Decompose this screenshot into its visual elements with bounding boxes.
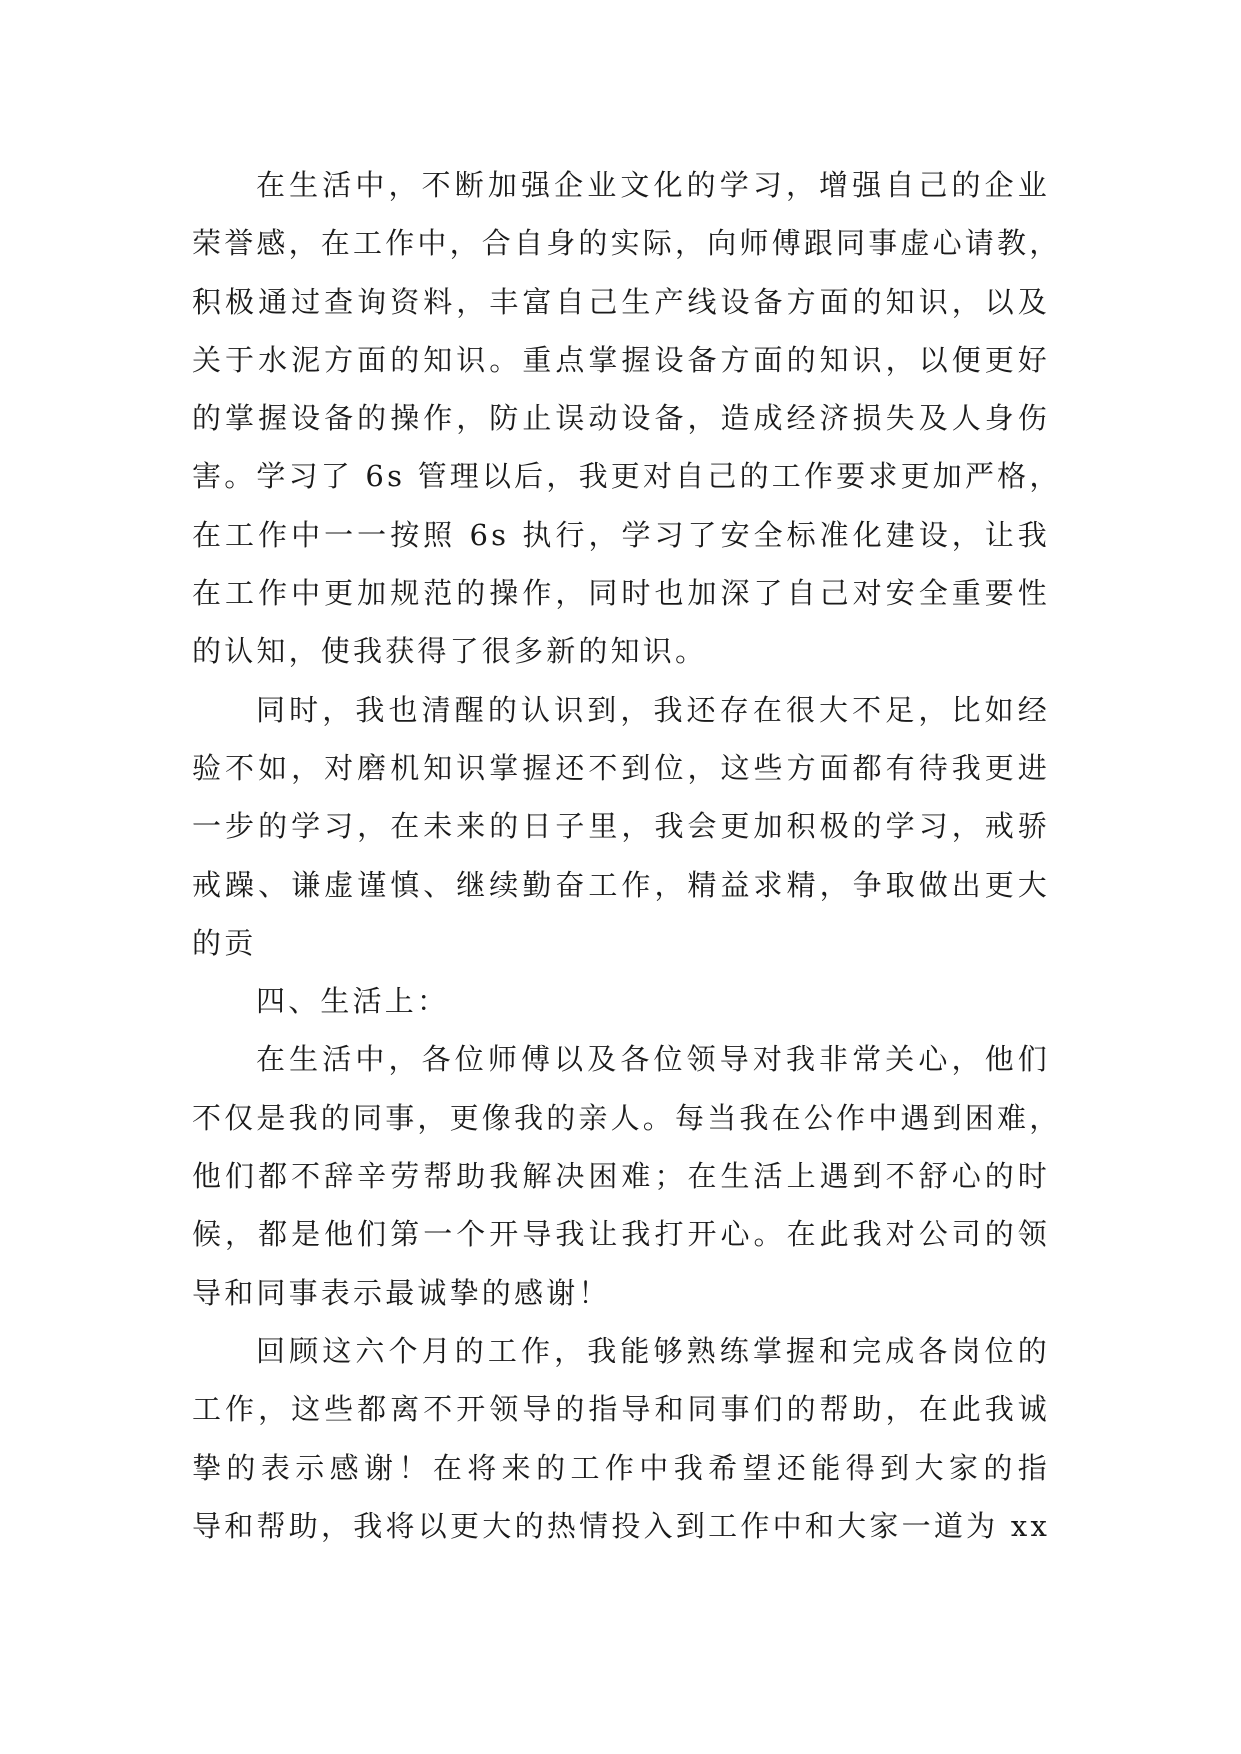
text-line: 荣誉感，在工作中，合自身的实际，向师傅跟同事虚心请教， (192, 226, 1062, 261)
text-line: 的贡 (192, 925, 257, 960)
text-line: 他们都不辞辛劳帮助我解决困难；在生活上遇到不舒心的时 (192, 1159, 1050, 1194)
text-line: 在生活中，各位师傅以及各位领导对我非常关心，他们 (256, 1042, 1050, 1077)
section-heading (192, 972, 1050, 1030)
text-line: 导和帮助，我将以更大的热情投入到工作中和大家一道为 xx (192, 1508, 1050, 1543)
heading-line: 四、生活上： (256, 984, 450, 1019)
text-line: 一步的学习，在未来的日子里，我会更加积极的学习，戒骄 (192, 809, 1050, 844)
text-line: 同时，我也清醒的认识到，我还存在很大不足，比如经 (256, 692, 1050, 727)
text-line: 挚的表示感谢！在将来的工作中我希望还能得到大家的指 (192, 1450, 1050, 1485)
text-line: 在生活中，不断加强企业文化的学习，增强自己的企业 (256, 168, 1050, 202)
paragraph-3 (192, 1030, 1062, 1321)
text-line: 积极通过查询资料，丰富自己生产线设备方面的知识，以及 (192, 284, 1050, 319)
text-line: 在工作中一一按照 6s 执行，学习了安全标准化建设，让我 (192, 517, 1050, 552)
text-line: 工作，这些都离不开领导的指导和同事们的帮助，在此我诚 (192, 1392, 1050, 1427)
text-line: 的掌握设备的操作，防止误动设备，造成经济损失及人身伤 (192, 401, 1050, 436)
text-line: 害。学习了 6s 管理以后，我更对自己的工作要求更加严格， (192, 459, 1062, 494)
text-line: 在工作中更加规范的操作，同时也加深了自己对安全重要性 (192, 576, 1050, 611)
text-line: 候，都是他们第一个开导我让我打开心。在此我对公司的领 (192, 1217, 1050, 1252)
text-line: 关于水泥方面的知识。重点掌握设备方面的知识，以便更好 (192, 342, 1050, 377)
text-line: 验不如，对磨机知识掌握还不到位，这些方面都有待我更进 (192, 750, 1050, 785)
document-body (192, 156, 1062, 1555)
paragraph-2 (192, 681, 1050, 972)
paragraph-1 (192, 156, 1062, 681)
text-line: 不仅是我的同事，更像我的亲人。每当我在公作中遇到困难， (192, 1100, 1062, 1135)
text-line: 戒躁、谦虚谨慎、继续勤奋工作，精益求精，争取做出更大 (192, 867, 1050, 902)
paragraph-4 (192, 1322, 1050, 1555)
text-line: 的认知，使我获得了很多新的知识。 (192, 634, 708, 669)
text-line: 导和同事表示最诚挚的感谢！ (192, 1275, 611, 1310)
text-line: 回顾这六个月的工作，我能够熟练掌握和完成各岗位的 (256, 1333, 1050, 1368)
